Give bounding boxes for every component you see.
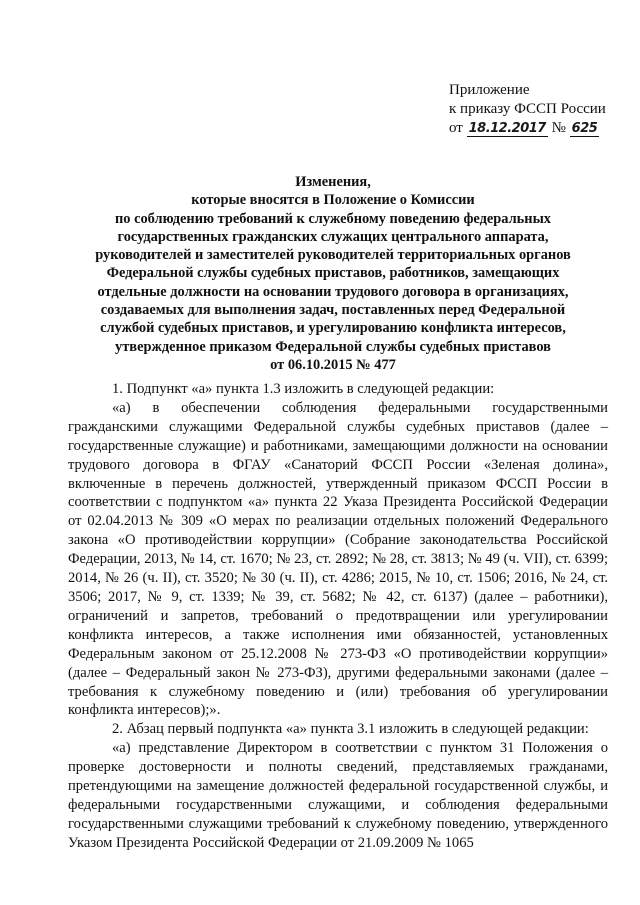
- date-prefix: от: [449, 120, 463, 136]
- paragraph-item-2: 2. Абзац первый подпункта «а» пункта 3.1 изложить в следующей редакции:: [112, 721, 589, 738]
- title-line: по соблюдению требований к служебному поведению федеральных: [115, 210, 551, 227]
- title-line: от 06.10.2015 № 477: [270, 356, 396, 373]
- paragraph-subitem-a-2: «а) представление Директором в соответствии с пунктом 31 Положения о проверке достоверности и полноты сведений, представляемых гражданами, претендующими на замещение должностей федеральной государственной службы, и федеральными государственными служащими, и соблюдения федеральными государственными служащими требований к служебному поведению, утвержденного Указом Президента Российской Федерации от 21.09.2009 № 1065: [68, 740, 608, 851]
- title-line: отдельные должности на основании трудового договора в организациях,: [97, 283, 569, 300]
- appendix-order-ref: к приказу ФССП России: [449, 101, 606, 117]
- title-line: утвержденное приказом Федеральной службы судебных приставов: [115, 338, 551, 355]
- document-title: [68, 173, 598, 374]
- title-line: которые вносятся в Положение о Комиссии: [191, 192, 475, 209]
- paragraph-subitem-a: «а) в обеспечении соблюдения федеральными государственными гражданскими служащими Федеральной службы судебных приставов (далее – государственные служащие) и работниками, замещающими должности на основании трудового договора в ФГАУ «Санаторий ФССП России «Зеленая долина», включенные в перечень должностей, утвержденный приказом ФССП России в соответствии с подпунктом «а» пункта 22 Указа Президента Российской Федерации от 02.04.2013 № 309 «О мерах по реализации отдельных положений Федерального закона «О противодействии коррупции» (Собрание законодательства Российской Федерации, 2013, № 14, ст. 1670; № 23, ст. 2892; № 28, ст. 3813; № 49 (ч. VII), ст. 6399; 2014, № 26 (ч. II), ст. 3520; № 30 (ч. II), ст. 4286; 2015, № 10, ст. 1506; 2016, № 24, ст. 3506; 2017, № 9, ст. 1339; № 39, ст. 5682; № 42, ст. 6137) (далее – работники), ограничений и запретов, требований о предотвращении или урегулировании конфликта интересов, а также исполнения ими обязанностей, установленных Федеральным законом от 25.12.2008 № 273-ФЗ «О противодействии коррупции» (далее – Федеральный закон № 273-ФЗ), другими федеральными законами (далее – требования к служебному поведению и (или) требования об урегулировании конфликта интересов);».: [68, 399, 608, 719]
- title-line: создаваемых для выполнения задач, поставленных перед Федеральной: [100, 302, 566, 319]
- document-body: [68, 380, 608, 853]
- handwritten-date: 18.12.2017: [468, 121, 546, 136]
- paragraph-item-1: 1. Подпункт «а» пункта 1.3 изложить в следующей редакции:: [112, 381, 495, 397]
- appendix-label: Приложение: [449, 82, 530, 98]
- title-line: Федеральной службы судебных приставов, работников, замещающих: [106, 265, 560, 282]
- title-line: государственных гражданских служащих центрального аппарата,: [117, 228, 549, 245]
- appendix-date-number: [449, 119, 634, 138]
- appendix-header: [449, 81, 634, 138]
- number-sign: №: [551, 120, 566, 136]
- title-line: Изменения,: [295, 174, 371, 190]
- title-line: руководителей и заместителей руководителей территориальных органов: [95, 247, 571, 264]
- handwritten-number: 625: [571, 121, 598, 136]
- title-line: службой судебных приставов, и урегулированию конфликта интересов,: [100, 320, 566, 337]
